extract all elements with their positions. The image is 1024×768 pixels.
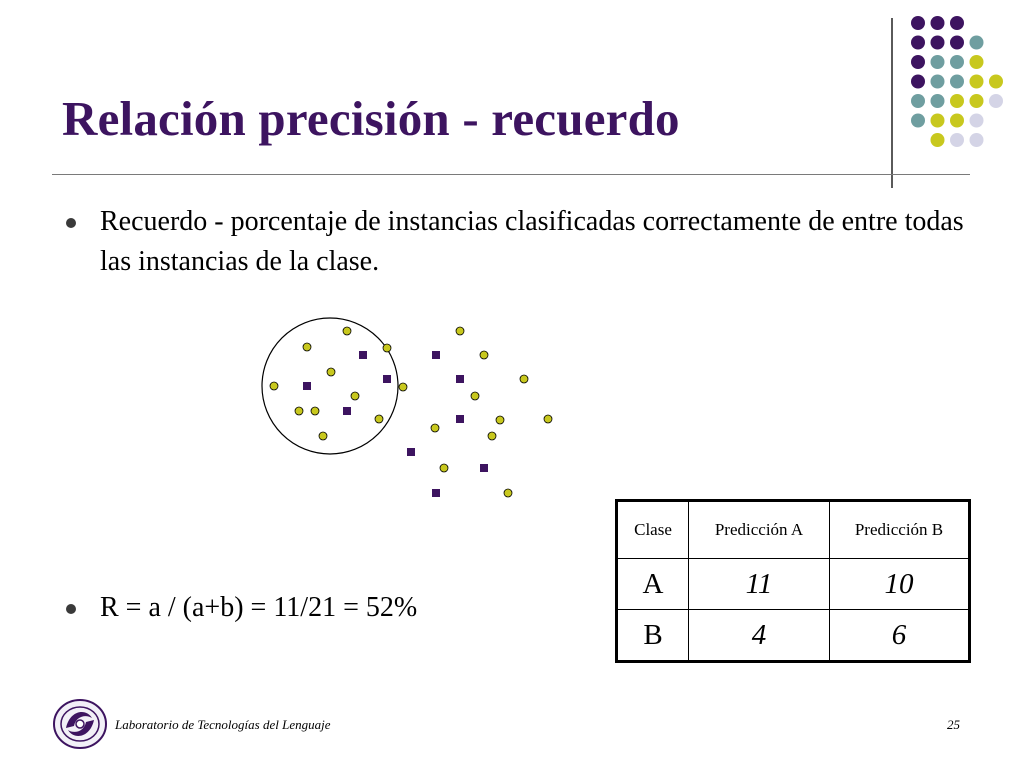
- circle-instance-marker: [520, 375, 528, 383]
- table-header-cell: Clase: [617, 501, 689, 559]
- bullet-point-icon: [66, 218, 76, 228]
- square-instance-marker: [432, 351, 440, 359]
- decorative-dot: [950, 94, 964, 108]
- table-row-label: B: [617, 610, 689, 662]
- square-instance-marker: [303, 382, 311, 390]
- decorative-dot: [931, 94, 945, 108]
- decorative-dot: [911, 16, 925, 30]
- square-instance-marker: [407, 448, 415, 456]
- decorative-dot: [911, 55, 925, 69]
- square-instance-marker: [343, 407, 351, 415]
- title-divider: [52, 174, 970, 175]
- circle-instance-marker: [327, 368, 335, 376]
- circle-instance-marker: [488, 432, 496, 440]
- circle-instance-marker: [319, 432, 327, 440]
- footer-lab-name: Laboratorio de Tecnologías del Lenguaje: [115, 717, 331, 732]
- square-instance-marker: [456, 375, 464, 383]
- table-header-row: [617, 501, 970, 559]
- bullet-point-icon: [66, 604, 76, 614]
- scatter-diagram: [255, 310, 565, 500]
- circle-instance-marker: [471, 392, 479, 400]
- circle-instance-marker: [311, 407, 319, 415]
- decorative-dot: [970, 75, 984, 89]
- decorative-dot: [931, 16, 945, 30]
- table-cell: 6: [830, 610, 970, 662]
- circle-instance-marker: [270, 382, 278, 390]
- decorative-dot: [950, 55, 964, 69]
- circle-instance-marker: [375, 415, 383, 423]
- decorative-dot: [989, 94, 1003, 108]
- table-header-cell: Predicción A: [689, 501, 830, 559]
- decorative-dot: [970, 133, 984, 147]
- vertical-divider: [891, 18, 893, 188]
- slide-title: Relación precisión - recuerdo: [62, 91, 680, 146]
- lab-logo-icon: [52, 698, 108, 750]
- circle-instance-marker: [295, 407, 303, 415]
- confusion-matrix-table: [615, 499, 971, 663]
- decorative-dot: [950, 16, 964, 30]
- circle-instance-marker: [343, 327, 351, 335]
- table-row: [617, 610, 970, 662]
- circle-instance-marker: [351, 392, 359, 400]
- decorative-dot: [970, 114, 984, 128]
- decorative-dot: [970, 55, 984, 69]
- page-number: 25: [947, 717, 960, 732]
- circle-instance-marker: [399, 383, 407, 391]
- square-instance-marker: [383, 375, 391, 383]
- table-header-cell: Predicción B: [830, 501, 970, 559]
- square-instance-marker: [432, 489, 440, 497]
- table-row-label: A: [617, 559, 689, 610]
- decorative-dot: [970, 36, 984, 50]
- table-row: [617, 559, 970, 610]
- table-cell: 10: [830, 559, 970, 610]
- decorative-dot: [950, 75, 964, 89]
- decorative-dot: [931, 36, 945, 50]
- class-boundary-circle: [262, 318, 398, 454]
- decorative-dot: [911, 75, 925, 89]
- circle-instance-marker: [456, 327, 464, 335]
- circle-instance-marker: [496, 416, 504, 424]
- table-cell: 4: [689, 610, 830, 662]
- decorative-dot: [931, 75, 945, 89]
- circle-instance-marker: [431, 424, 439, 432]
- square-instance-marker: [359, 351, 367, 359]
- circle-instance-marker: [440, 464, 448, 472]
- square-instance-marker: [456, 415, 464, 423]
- square-instance-marker: [480, 464, 488, 472]
- decorative-dot: [931, 55, 945, 69]
- bullet-text: Recuerdo - porcentaje de instancias clasificadas correctamente de entre todas las instancias de la clase.: [100, 206, 964, 277]
- circle-instance-marker: [303, 343, 311, 351]
- decorative-dot: [931, 133, 945, 147]
- decorative-dot: [911, 36, 925, 50]
- table-cell: 11: [689, 559, 830, 610]
- decorative-dot: [911, 94, 925, 108]
- circle-instance-marker: [504, 489, 512, 497]
- decorative-dot: [911, 114, 925, 128]
- decorative-dot: [931, 114, 945, 128]
- decorative-dot: [950, 114, 964, 128]
- decorative-dot: [950, 36, 964, 50]
- circle-instance-marker: [480, 351, 488, 359]
- circle-instance-marker: [383, 344, 391, 352]
- decorative-dot-grid: [900, 10, 1020, 170]
- decorative-dot: [970, 94, 984, 108]
- circle-instance-marker: [544, 415, 552, 423]
- decorative-dot: [950, 133, 964, 147]
- decorative-dot: [989, 75, 1003, 89]
- bullet-text: R = a / (a+b) = 11/21 = 52%: [100, 592, 418, 623]
